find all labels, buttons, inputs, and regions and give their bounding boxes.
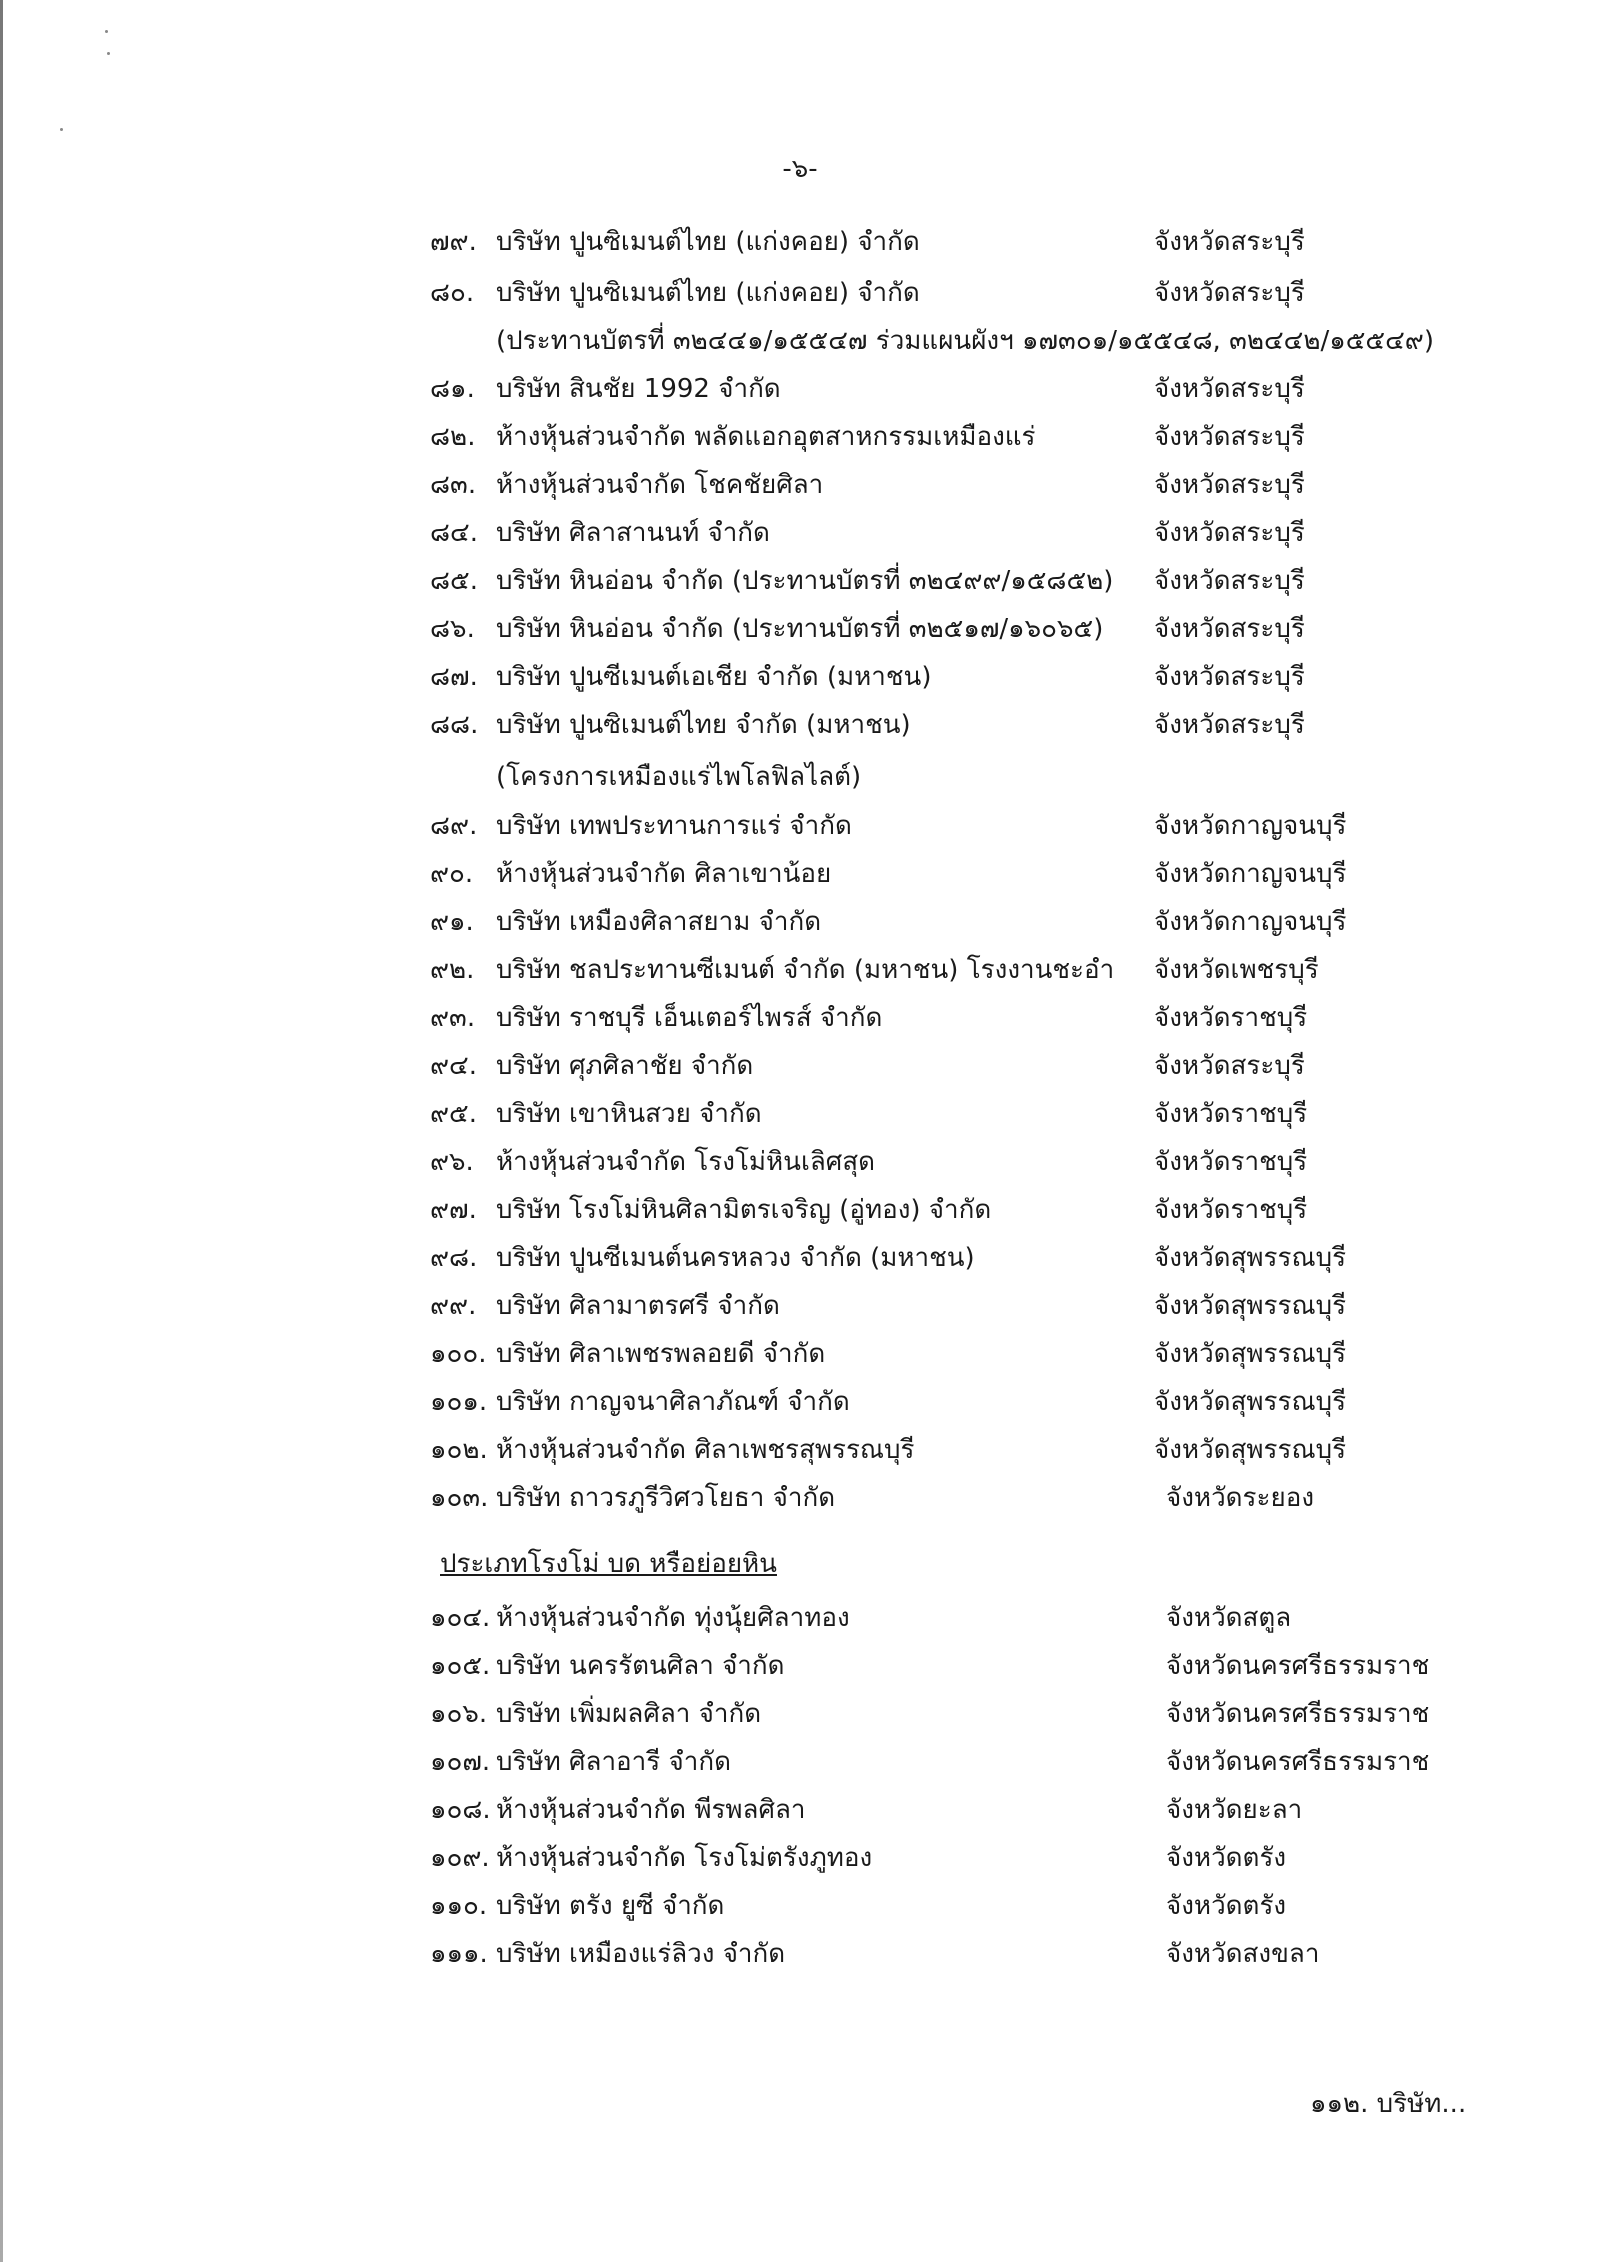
company-name: บริษัท ศิลามาตรศรี จำกัด [496, 1291, 780, 1321]
list-item [430, 1786, 1480, 1834]
concession-note: (ประทานบัตรที่ ๓๒๔๔๑/๑๕๕๔๗ ร่วมแผนผังฯ ๑๗๓๐๑/๑๕๕๔๘, ๓๒๔๔๒/๑๕๕๔๙) [496, 326, 1434, 356]
page-number: -๖- [782, 154, 818, 184]
company-name: บริษัท หินอ่อน จำกัด (ประทานบัตรที่ ๓๒๔๙๙/๑๕๘๕๒) [496, 566, 1114, 596]
item-number: ๘๗. [430, 662, 478, 692]
item-number: ๑๐๘. [430, 1795, 491, 1825]
item-number: ๙๔. [430, 1051, 477, 1081]
province-name: จังหวัดสระบุรี [1154, 566, 1305, 596]
company-name: บริษัท กาญจนาศิลาภัณฑ์ จำกัด [496, 1387, 850, 1417]
list-item [430, 1090, 1480, 1138]
list-item [430, 1234, 1480, 1282]
province-name: จังหวัดยะลา [1166, 1795, 1303, 1825]
item-number: ๑๑๐. [430, 1891, 488, 1921]
company-name: บริษัท ชลประทานซีเมนต์ จำกัด (มหาชน) โรงงานชะอำ [496, 955, 1115, 985]
company-name: บริษัท สินชัย 1992 จำกัด [496, 374, 781, 404]
item-number: ๘๐. [430, 278, 475, 308]
list-item [430, 1738, 1480, 1786]
item-number: ๙๒. [430, 955, 475, 985]
list-item [430, 1930, 1480, 1978]
province-name: จังหวัดราชบุรี [1154, 1003, 1308, 1033]
item-number: ๘๘. [430, 710, 479, 740]
project-note: (โครงการเหมืองแร่ไพโลฟิลไลต์) [496, 762, 862, 792]
company-name: บริษัท ศิลาสานนท์ จำกัด [496, 518, 770, 548]
province-name: จังหวัดสุพรรณบุรี [1154, 1291, 1347, 1321]
item-number: ๑๑๑. [430, 1939, 488, 1969]
company-name: บริษัท ปูนซีเมนต์นครหลวง จำกัด (มหาชน) [496, 1243, 975, 1273]
item-number: ๙๕. [430, 1099, 477, 1129]
province-name: จังหวัดสระบุรี [1154, 518, 1305, 548]
province-name: จังหวัดสระบุรี [1154, 278, 1305, 308]
company-name: บริษัท ปูนซิเมนต์ไทย จำกัด (มหาชน) [496, 710, 911, 740]
province-name: จังหวัดกาญจนบุรี [1154, 811, 1347, 841]
province-name: จังหวัดสระบุรี [1154, 710, 1305, 740]
scan-speck [107, 52, 110, 55]
item-number: ๑๐๒. [430, 1435, 488, 1465]
company-name: ห้างหุ้นส่วนจำกัด โรงโม่ตรังภูทอง [496, 1843, 873, 1873]
list-item [430, 1474, 1480, 1522]
list-item [430, 653, 1480, 701]
item-number: ๘๙. [430, 811, 478, 841]
province-name: จังหวัดกาญจนบุรี [1154, 859, 1347, 889]
list-item [430, 1138, 1480, 1186]
list-item [430, 1330, 1480, 1378]
item-number: ๘๒. [430, 422, 476, 452]
province-name: จังหวัดสุพรรณบุรี [1154, 1339, 1347, 1369]
company-name: บริษัท ปูนซิเมนต์ไทย (แก่งคอย) จำกัด [496, 278, 920, 308]
province-name: จังหวัดราชบุรี [1154, 1195, 1308, 1225]
list-item [430, 557, 1480, 605]
list-item [430, 269, 1480, 317]
province-name: จังหวัดกาญจนบุรี [1154, 907, 1347, 937]
list-item [430, 898, 1480, 946]
province-name: จังหวัดสุพรรณบุรี [1154, 1435, 1347, 1465]
province-name: จังหวัดตรัง [1166, 1891, 1287, 1921]
list-item [430, 1882, 1480, 1930]
list-item [430, 365, 1480, 413]
province-name: จังหวัดเพชรบุรี [1154, 955, 1319, 985]
company-name: บริษัท ราชบุรี เอ็นเตอร์ไพรส์ จำกัด [496, 1003, 883, 1033]
item-number: ๑๐๓. [430, 1483, 489, 1513]
item-number: ๘๓. [430, 470, 477, 500]
company-name: ห้างหุ้นส่วนจำกัด พีรพลศิลา [496, 1795, 806, 1825]
list-item [430, 1282, 1480, 1330]
company-name: บริษัท ตรัง ยูซี จำกัด [496, 1891, 725, 1921]
item-number: ๘๑. [430, 374, 475, 404]
province-name: จังหวัดสระบุรี [1154, 422, 1305, 452]
scan-page-edge [0, 0, 3, 2262]
item-number: ๙๓. [430, 1003, 476, 1033]
list-item [430, 1426, 1480, 1474]
list-item [430, 1642, 1480, 1690]
item-number: ๑๐๖. [430, 1699, 488, 1729]
list-item [430, 1186, 1480, 1234]
company-name: บริษัท ศิลาเพชรพลอยดี จำกัด [496, 1339, 826, 1369]
company-name: บริษัท นครรัตนศิลา จำกัด [496, 1651, 785, 1681]
company-name: ห้างหุ้นส่วนจำกัด ทุ่งนุ้ยศิลาทอง [496, 1603, 850, 1633]
company-name: บริษัท เพิ่มผลศิลา จำกัด [496, 1699, 762, 1729]
item-number: ๙๘. [430, 1243, 478, 1273]
company-name: ห้างหุ้นส่วนจำกัด พลัดแอกอุตสาหกรรมเหมืองแร่ [496, 422, 1036, 452]
province-name: จังหวัดนครศรีธรรมราช [1166, 1651, 1430, 1681]
list-item [430, 218, 1480, 266]
list-item [430, 1834, 1480, 1882]
province-name: จังหวัดตรัง [1166, 1843, 1287, 1873]
province-name: จังหวัดสงขลา [1166, 1939, 1320, 1969]
list-item [430, 461, 1480, 509]
scan-speck [105, 30, 108, 33]
item-number: ๗๙. [430, 227, 477, 257]
item-number: ๙๗. [430, 1195, 477, 1225]
list-item [430, 946, 1480, 994]
company-name: บริษัท ปูนซิเมนต์ไทย (แก่งคอย) จำกัด [496, 227, 920, 257]
item-number: ๙๐. [430, 859, 474, 889]
company-name: ห้างหุ้นส่วนจำกัด ศิลาเขาน้อย [496, 859, 832, 889]
province-name: จังหวัดระยอง [1166, 1483, 1315, 1513]
company-name: บริษัท ปูนซีเมนต์เอเชีย จำกัด (มหาชน) [496, 662, 932, 692]
list-item [430, 850, 1480, 898]
company-name: บริษัท เทพประทานการแร่ จำกัด [496, 811, 852, 841]
company-name: บริษัท โรงโม่หินศิลามิตรเจริญ (อู่ทอง) จำกัด [496, 1195, 992, 1225]
item-number: ๙๑. [430, 907, 474, 937]
item-number: ๙๖. [430, 1147, 474, 1177]
list-item [430, 1042, 1480, 1090]
province-name: จังหวัดนครศรีธรรมราช [1166, 1699, 1430, 1729]
scan-speck [60, 128, 63, 131]
company-name: บริษัท เหมืองศิลาสยาม จำกัด [496, 907, 822, 937]
province-name: จังหวัดสระบุรี [1154, 470, 1305, 500]
section-heading: ประเภทโรงโม่ บด หรือย่อยหิน [440, 1549, 777, 1579]
company-name: ห้างหุ้นส่วนจำกัด โชคชัยศิลา [496, 470, 824, 500]
company-name: บริษัท ศิลาอารี จำกัด [496, 1747, 731, 1777]
item-number: ๘๔. [430, 518, 479, 548]
province-name: จังหวัดราชบุรี [1154, 1147, 1308, 1177]
item-number: ๘๖. [430, 614, 475, 644]
list-item [430, 1378, 1480, 1426]
item-number: ๙๙. [430, 1291, 477, 1321]
item-number: ๘๕. [430, 566, 479, 596]
list-item [430, 509, 1480, 557]
company-name: บริษัท ศุภศิลาชัย จำกัด [496, 1051, 754, 1081]
company-name: บริษัท เขาหินสวย จำกัด [496, 1099, 762, 1129]
continuation-note: ๑๑๒. บริษัท... [1310, 2089, 1467, 2119]
list-item [430, 413, 1480, 461]
company-name: ห้างหุ้นส่วนจำกัด ศิลาเพชรสุพรรณบุรี [496, 1435, 915, 1465]
list-item [430, 802, 1480, 850]
province-name: จังหวัดสระบุรี [1154, 1051, 1305, 1081]
item-number: ๑๐๙. [430, 1843, 490, 1873]
province-name: จังหวัดสระบุรี [1154, 374, 1305, 404]
province-name: จังหวัดราชบุรี [1154, 1099, 1308, 1129]
province-name: จังหวัดสุพรรณบุรี [1154, 1243, 1347, 1273]
province-name: จังหวัดสุพรรณบุรี [1154, 1387, 1347, 1417]
province-name: จังหวัดสระบุรี [1154, 614, 1305, 644]
item-number: ๑๐๐. [430, 1339, 487, 1369]
list-item [430, 1594, 1480, 1642]
list-item [430, 994, 1480, 1042]
province-name: จังหวัดสระบุรี [1154, 662, 1305, 692]
company-name: บริษัท ถาวรภูรีวิศวโยธา จำกัด [496, 1483, 836, 1513]
item-number: ๑๐๕. [430, 1651, 491, 1681]
company-name: ห้างหุ้นส่วนจำกัด โรงโม่หินเลิศสุด [496, 1147, 876, 1177]
item-number: ๑๐๔. [430, 1603, 491, 1633]
list-item [430, 701, 1480, 749]
list-item [430, 1690, 1480, 1738]
item-number: ๑๐๑. [430, 1387, 488, 1417]
province-name: จังหวัดสระบุรี [1154, 227, 1305, 257]
company-name: บริษัท เหมืองแร่ลิวง จำกัด [496, 1939, 786, 1969]
province-name: จังหวัดนครศรีธรรมราช [1166, 1747, 1430, 1777]
list-item [430, 605, 1480, 653]
province-name: จังหวัดสตูล [1166, 1603, 1292, 1633]
company-name: บริษัท หินอ่อน จำกัด (ประทานบัตรที่ ๓๒๕๑๗/๑๖๐๖๕) [496, 614, 1104, 644]
item-number: ๑๐๗. [430, 1747, 491, 1777]
